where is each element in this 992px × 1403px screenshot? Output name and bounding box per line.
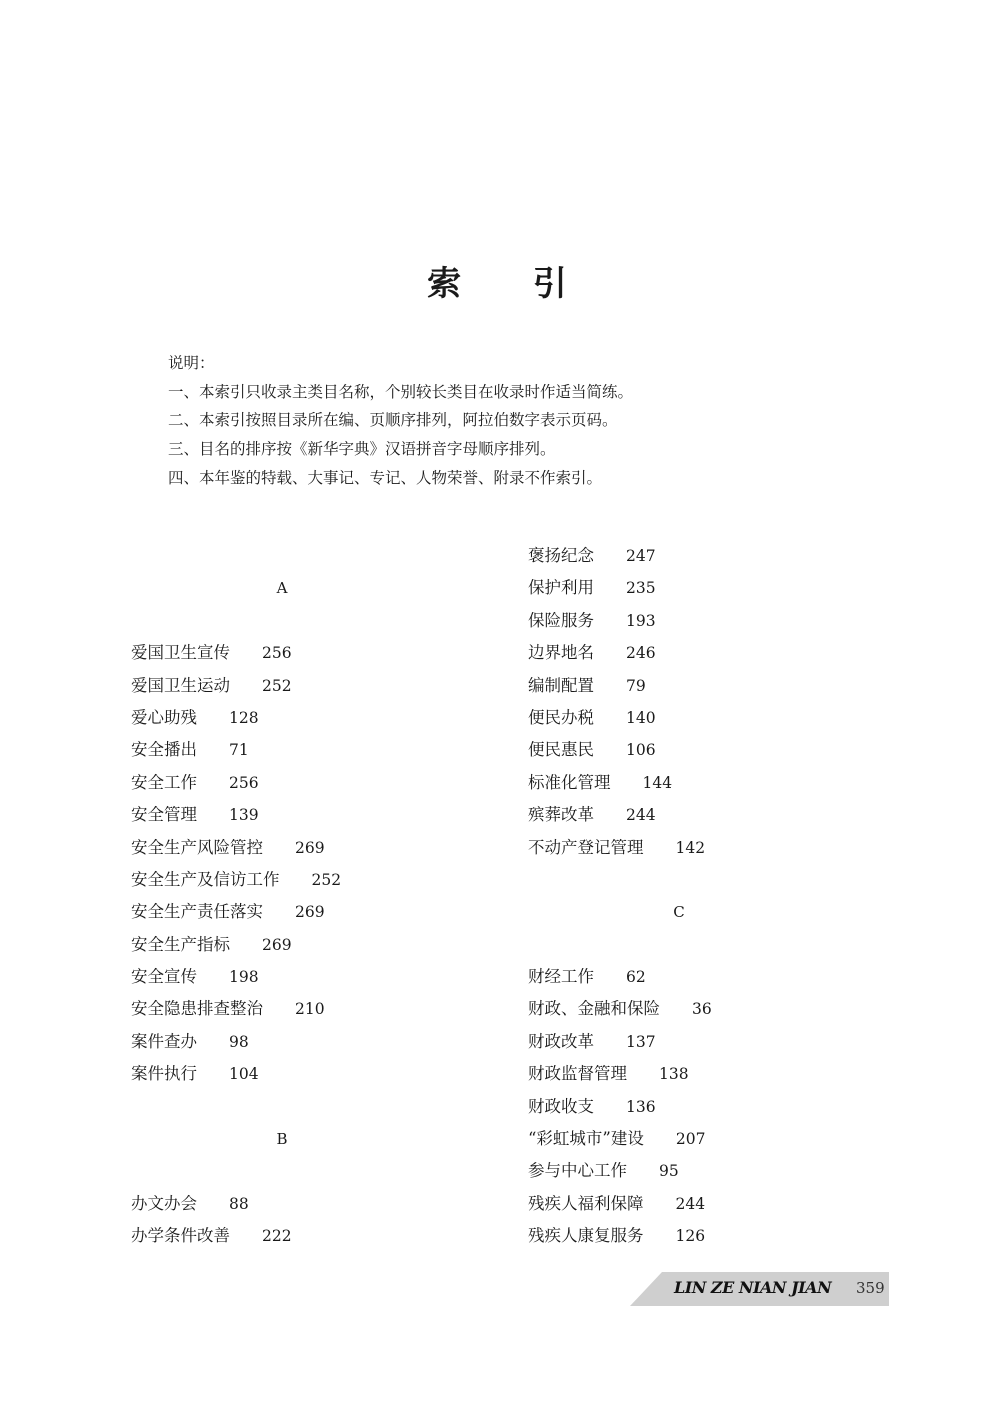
entry-page: 244 bbox=[675, 1194, 706, 1213]
notes-heading: 说明： bbox=[168, 354, 215, 372]
section-letter: B bbox=[276, 1130, 288, 1149]
entry-name: 案件执行 bbox=[131, 1064, 197, 1084]
index-entry bbox=[528, 702, 858, 734]
index-entry bbox=[528, 1091, 858, 1123]
index-entry bbox=[528, 767, 858, 799]
entry-name: 标准化管理 bbox=[528, 772, 611, 792]
index-entry bbox=[528, 1123, 858, 1155]
index-entry bbox=[131, 929, 461, 961]
entry-name: 爱国卫生宣传 bbox=[131, 643, 230, 663]
note-item: 二、本索引按照目录所在编、页顺序排列，阿拉伯数字表示页码。 bbox=[168, 411, 618, 430]
entry-page: 235 bbox=[626, 579, 656, 598]
page-number: 359 bbox=[856, 1279, 885, 1297]
spacer bbox=[131, 605, 461, 637]
entry-name: 爱心助残 bbox=[131, 707, 197, 727]
index-entry bbox=[131, 1220, 461, 1252]
index-entry bbox=[131, 670, 461, 702]
index-entry bbox=[528, 637, 858, 669]
index-entry bbox=[131, 832, 461, 864]
entry-name: 安全宣传 bbox=[131, 967, 197, 987]
entry-name: 安全生产指标 bbox=[131, 934, 230, 954]
index-entry bbox=[131, 702, 461, 734]
index-entry bbox=[131, 864, 461, 896]
index-entry bbox=[528, 670, 858, 702]
entry-page: 140 bbox=[626, 708, 656, 727]
entry-name: 残疾人康复服务 bbox=[528, 1226, 644, 1246]
index-entry bbox=[131, 896, 461, 928]
index-entry bbox=[528, 1155, 858, 1187]
entry-page: 244 bbox=[626, 806, 656, 825]
note-item: 四、本年鉴的特载、大事记、专记、人物荣誉、附录不作索引。 bbox=[168, 468, 603, 487]
note-item: 三、目名的排序按《新华字典》汉语拼音字母顺序排列。 bbox=[168, 440, 556, 459]
entry-name: 爱国卫生运动 bbox=[131, 675, 230, 695]
index-entry bbox=[131, 767, 461, 799]
spacer bbox=[131, 540, 461, 572]
entry-page: 207 bbox=[675, 1130, 706, 1149]
entry-page: 98 bbox=[229, 1032, 249, 1051]
note-item: 一、本索引只收录主类目名称，个别较长类目在收录时作适当简练。 bbox=[168, 382, 634, 401]
spacer bbox=[528, 929, 858, 961]
index-entry bbox=[528, 961, 858, 993]
entry-page: 79 bbox=[626, 676, 646, 695]
index-entry bbox=[131, 1058, 461, 1090]
entry-page: 144 bbox=[642, 773, 673, 792]
entry-page: 269 bbox=[262, 935, 292, 954]
entry-name: 安全管理 bbox=[131, 805, 197, 825]
entry-page: 36 bbox=[692, 1000, 712, 1019]
entry-page: 62 bbox=[626, 968, 646, 987]
index-entry bbox=[131, 734, 461, 766]
spacer bbox=[528, 864, 858, 896]
entry-page: 95 bbox=[659, 1162, 679, 1181]
section-letter: A bbox=[276, 579, 288, 598]
entry-name: 编制配置 bbox=[528, 675, 594, 695]
entry-name: “彩虹城市”建设 bbox=[528, 1129, 644, 1149]
entry-page: 252 bbox=[311, 870, 342, 889]
entry-name: 褒扬纪念 bbox=[528, 546, 594, 565]
entry-name: 办文办会 bbox=[131, 1193, 197, 1213]
index-column-right bbox=[528, 540, 858, 1253]
entry-page: 193 bbox=[626, 611, 656, 630]
index-entry bbox=[528, 832, 858, 864]
entry-page: 138 bbox=[659, 1065, 689, 1084]
index-entry bbox=[528, 734, 858, 766]
entry-page: 256 bbox=[229, 773, 259, 792]
entry-name: 残疾人福利保障 bbox=[528, 1193, 644, 1213]
entry-name: 边界地名 bbox=[528, 643, 594, 663]
index-entry bbox=[528, 1026, 858, 1058]
entry-page: 269 bbox=[295, 838, 325, 857]
entry-name: 便民办税 bbox=[528, 707, 594, 727]
index-entry bbox=[131, 1188, 461, 1220]
entry-page: 256 bbox=[262, 644, 292, 663]
entry-page: 128 bbox=[229, 708, 259, 727]
entry-page: 71 bbox=[229, 741, 249, 760]
entry-page: 106 bbox=[626, 741, 656, 760]
entry-page: 104 bbox=[229, 1065, 259, 1084]
index-entry bbox=[528, 1058, 858, 1090]
entry-page: 142 bbox=[675, 838, 706, 857]
index-entry bbox=[528, 799, 858, 831]
entry-name: 财政、金融和保险 bbox=[528, 999, 660, 1019]
entry-page: 88 bbox=[229, 1194, 249, 1213]
entry-name: 安全生产风险管控 bbox=[131, 837, 263, 857]
page-footer bbox=[630, 1272, 889, 1306]
index-entry bbox=[131, 993, 461, 1025]
page-title: 索 引 bbox=[427, 264, 597, 304]
index-entry bbox=[528, 572, 858, 604]
entry-page: 136 bbox=[626, 1097, 656, 1116]
index-notes bbox=[168, 349, 633, 493]
entry-name: 不动产登记管理 bbox=[528, 837, 644, 857]
section-letter: C bbox=[673, 903, 685, 922]
footer-brand: LIN ZE NIAN JIAN bbox=[674, 1278, 832, 1297]
entry-page: 269 bbox=[295, 903, 325, 922]
index-entry bbox=[528, 1188, 858, 1220]
entry-name: 安全生产责任落实 bbox=[131, 902, 263, 922]
entry-name: 安全隐患排查整治 bbox=[131, 999, 263, 1019]
index-entry bbox=[528, 1220, 858, 1252]
index-entry bbox=[131, 637, 461, 669]
entry-name: 安全播出 bbox=[131, 740, 197, 760]
entry-page: 139 bbox=[229, 806, 259, 825]
entry-page: 222 bbox=[262, 1227, 292, 1246]
entry-name: 便民惠民 bbox=[528, 740, 594, 760]
entry-page: 137 bbox=[626, 1032, 656, 1051]
entry-page: 198 bbox=[229, 968, 259, 987]
index-entry bbox=[528, 993, 858, 1025]
entry-name: 财政改革 bbox=[528, 1031, 594, 1051]
entry-page: 247 bbox=[626, 547, 656, 565]
entry-page: 210 bbox=[295, 1000, 325, 1019]
entry-name: 财政收支 bbox=[528, 1096, 594, 1116]
index-entry bbox=[528, 540, 858, 572]
index-entry bbox=[528, 605, 858, 637]
entry-name: 殡葬改革 bbox=[528, 805, 594, 825]
entry-name: 财经工作 bbox=[528, 967, 594, 987]
entry-name: 参与中心工作 bbox=[528, 1161, 627, 1181]
entry-name: 保护利用 bbox=[528, 578, 594, 598]
entry-page: 252 bbox=[262, 676, 292, 695]
entry-name: 办学条件改善 bbox=[131, 1226, 230, 1246]
entry-page: 246 bbox=[626, 644, 656, 663]
entry-name: 安全生产及信访工作 bbox=[131, 869, 280, 889]
spacer bbox=[131, 1091, 461, 1123]
entry-name: 财政监督管理 bbox=[528, 1064, 627, 1084]
index-entry bbox=[131, 799, 461, 831]
entry-name: 案件查办 bbox=[131, 1031, 197, 1051]
index-column-left bbox=[131, 540, 461, 1253]
entry-page: 126 bbox=[675, 1227, 706, 1246]
spacer bbox=[131, 1155, 461, 1187]
index-entry bbox=[131, 961, 461, 993]
index-entry bbox=[131, 1026, 461, 1058]
entry-name: 安全工作 bbox=[131, 772, 197, 792]
entry-name: 保险服务 bbox=[528, 610, 594, 630]
